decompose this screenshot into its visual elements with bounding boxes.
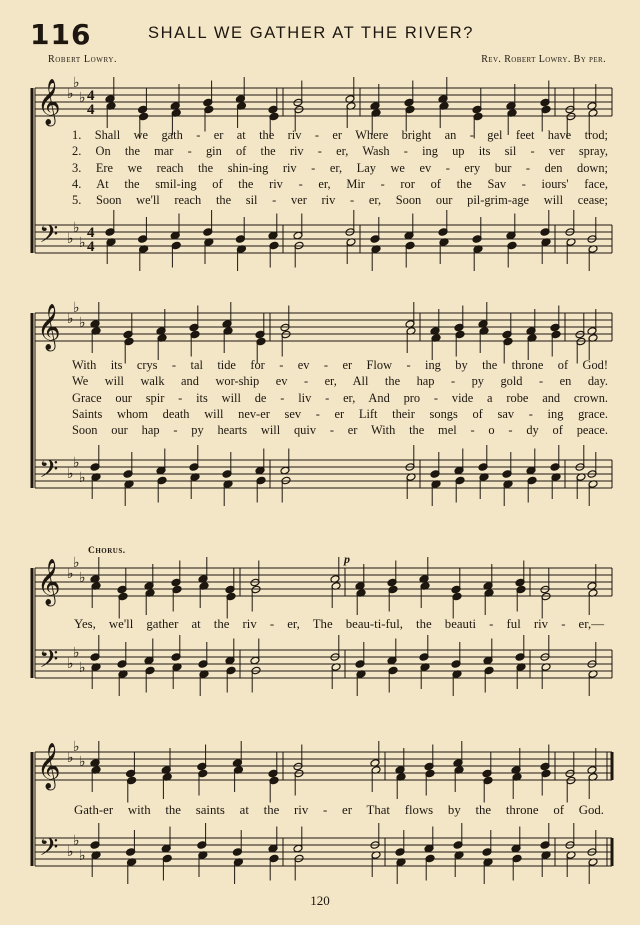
author-credit: Rev. Robert Lowry. By per. <box>481 54 606 65</box>
verse-line: Grace our spir - its will de - liv - er, And pro - vide a robe and crown. <box>72 390 608 405</box>
verse-line: Saints whom death will nev-er sev - er Lift their songs of sav - ing grace. <box>72 406 608 421</box>
flat-icon: ♭ <box>73 300 80 316</box>
flat-icon: ♭ <box>67 231 74 247</box>
flat-icon: ♭ <box>73 833 80 849</box>
time-signature: 4 <box>87 88 95 104</box>
time-signature: 4 <box>87 102 95 118</box>
time-signature: 4 <box>87 239 95 255</box>
verse-line: Soon our hap - py hearts will quiv - er With the mel - o - dy of peace. <box>72 423 608 438</box>
treble-clef-icon: 𝄞 <box>37 304 61 350</box>
flat-icon: ♭ <box>73 555 80 571</box>
dynamic-marking: p <box>344 552 350 566</box>
flat-icon: ♭ <box>67 566 74 582</box>
time-signature: 4 <box>87 225 95 241</box>
verse-lyrics-part1 <box>72 127 608 208</box>
verse-lyrics-part2 <box>72 357 608 438</box>
flat-icon: ♭ <box>67 656 74 672</box>
flat-icon: ♭ <box>79 848 86 864</box>
bass-clef-icon: 𝄢 <box>39 220 59 255</box>
flat-icon: ♭ <box>79 470 86 486</box>
flat-icon: ♭ <box>73 220 80 236</box>
flat-icon: ♭ <box>67 466 74 482</box>
treble-staff <box>35 88 612 116</box>
flat-icon: ♭ <box>67 86 74 102</box>
flat-icon: ♭ <box>67 750 74 766</box>
bass-clef-icon: 𝄢 <box>39 833 59 868</box>
verse-line: 2. On the mar - gin of the riv - er, Wash - ing up its sil - ver spray, <box>72 144 608 159</box>
chorus-lyric-line-2: Gath-er with the saints at the riv - er That flows by the throne of God. <box>74 803 604 817</box>
flat-icon: ♭ <box>73 739 80 755</box>
hymn-title: SHALL WE GATHER AT THE RIVER? <box>148 24 475 42</box>
bass-staff <box>35 838 612 866</box>
flat-icon: ♭ <box>73 455 80 471</box>
flat-icon: ♭ <box>73 75 80 91</box>
treble-clef-icon: 𝄞 <box>37 559 61 605</box>
bass-clef-icon: 𝄢 <box>39 455 59 490</box>
verse-line: 4. At the smil-ing of the riv - er, Mir - ror of the Sav - iours' face, <box>72 176 608 191</box>
bass-staff <box>35 460 612 488</box>
flat-icon: ♭ <box>79 235 86 251</box>
treble-clef-icon: 𝄞 <box>37 79 61 125</box>
composer-credit: Robert Lowry. <box>48 54 118 65</box>
page-number: 120 <box>310 893 330 908</box>
verse-line: With its crys - tal tide for - ev - er Flow - ing by the throne of God! <box>72 358 608 372</box>
verse-line: 1. Shall we gath - er at the riv - er Where bright an - gel feet have trod; <box>72 128 608 142</box>
bass-staff <box>35 225 612 253</box>
verse-line: We will walk and wor-ship ev - er, All the hap - py gold - en day. <box>72 374 608 389</box>
flat-icon: ♭ <box>79 315 86 331</box>
flat-icon: ♭ <box>79 754 86 770</box>
treble-staff <box>35 313 612 341</box>
flat-icon: ♭ <box>79 570 86 586</box>
chorus-lyric-line-1: Yes, we'll gather at the riv - er, The beau-ti-ful, the beauti - ful riv - er,— <box>74 617 604 631</box>
chorus-label: Chorus. <box>88 546 126 556</box>
bass-clef-icon: 𝄢 <box>39 645 59 680</box>
flat-icon: ♭ <box>79 90 86 106</box>
flat-icon: ♭ <box>67 311 74 327</box>
verse-line: 3. Ere we reach the shin-ing riv - er, Lay we ev - ery bur - den down; <box>72 160 608 175</box>
flat-icon: ♭ <box>73 645 80 661</box>
treble-clef-icon: 𝄞 <box>37 743 61 789</box>
treble-staff <box>35 752 612 780</box>
flat-icon: ♭ <box>79 660 86 676</box>
flat-icon: ♭ <box>67 844 74 860</box>
verse-line: 5. Soon we'll reach the sil - ver riv - er, Soon our pil-grim-age will cease; <box>72 193 608 208</box>
hymn-number: 116 <box>30 18 92 51</box>
